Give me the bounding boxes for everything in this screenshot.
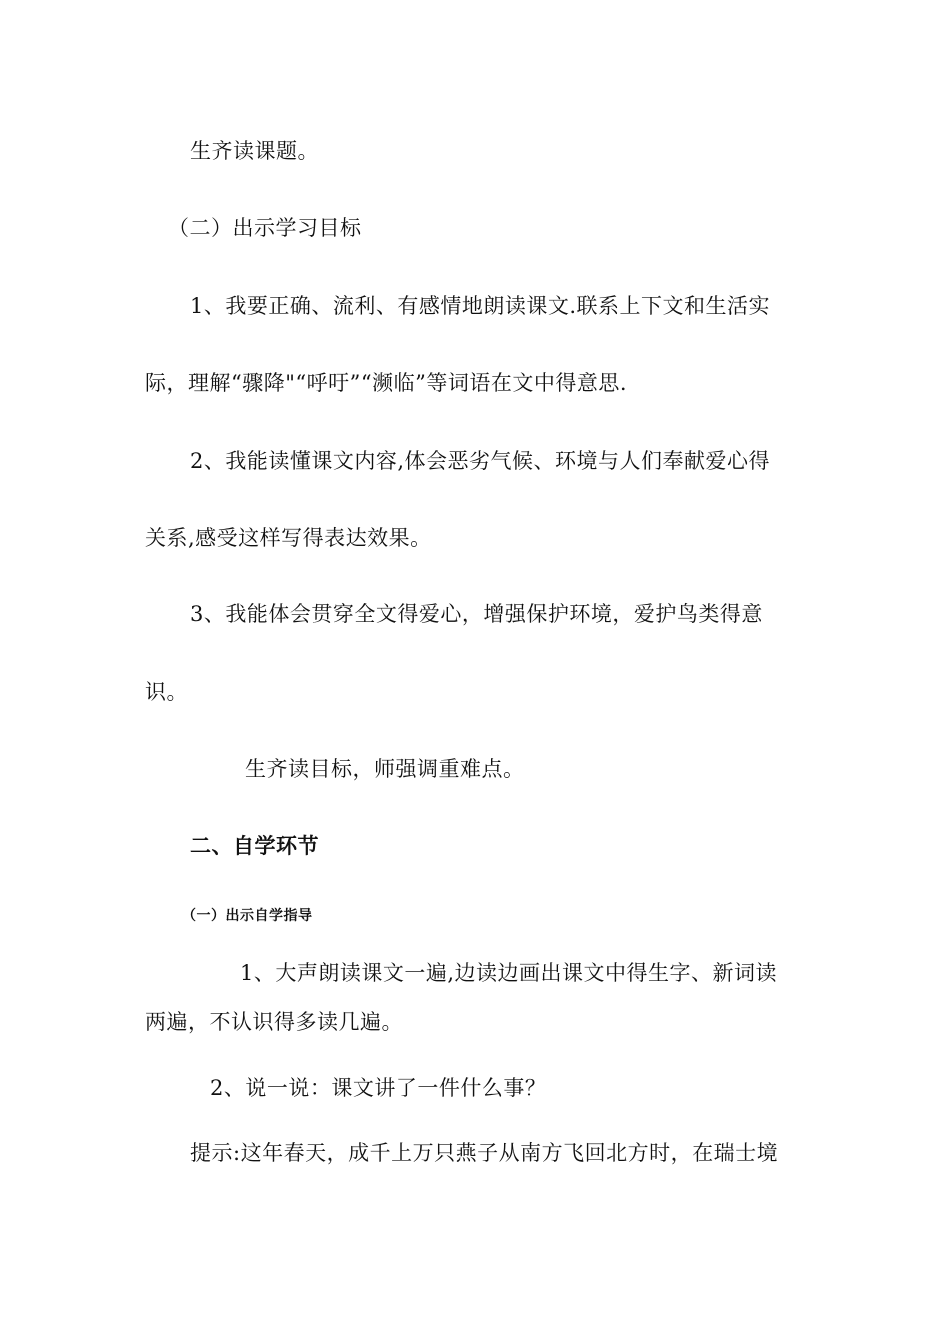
guide-1-line-1: 1、大声朗读课文一遍,边读边画出课文中得生字、新词读 <box>240 961 778 985</box>
goal-2-line-1: 2、我能读懂课文内容,体会恶劣气候、环境与人们奉献爱心得 <box>190 449 771 473</box>
guide-2: 2、说一说：课文讲了一件什么事？ <box>210 1076 547 1100</box>
paragraph-read-title: 生齐读课题。 <box>190 139 319 163</box>
goal-2-line-2: 关系,感受这样写得表达效果。 <box>145 526 432 550</box>
paragraph-read-goals: 生齐读目标，师强调重难点。 <box>245 757 525 781</box>
section-objectives-heading: （二）出示学习目标 <box>168 216 362 240</box>
goal-1-line-1: 1、我要正确、流利、有感情地朗读课文.联系上下文和生活实 <box>190 294 771 318</box>
subsection-guide-heading: （一）出示自学指导 <box>182 908 313 924</box>
guide-1-line-2: 两遍，不认识得多读几遍。 <box>145 1010 403 1034</box>
goal-1-line-2: 际，理解“骤降"“呼吁”“濒临”等词语在文中得意思. <box>145 371 628 395</box>
goal-3-line-1: 3、我能体会贯穿全文得爱心，增强保护环境，爱护鸟类得意 <box>190 602 763 626</box>
hint-line-1: 提示:这年春天，成千上万只燕子从南方飞回北方时，在瑞士境 <box>190 1141 779 1165</box>
goal-3-line-2: 识。 <box>145 680 188 704</box>
section-two-heading: 二、自学环节 <box>190 834 319 858</box>
